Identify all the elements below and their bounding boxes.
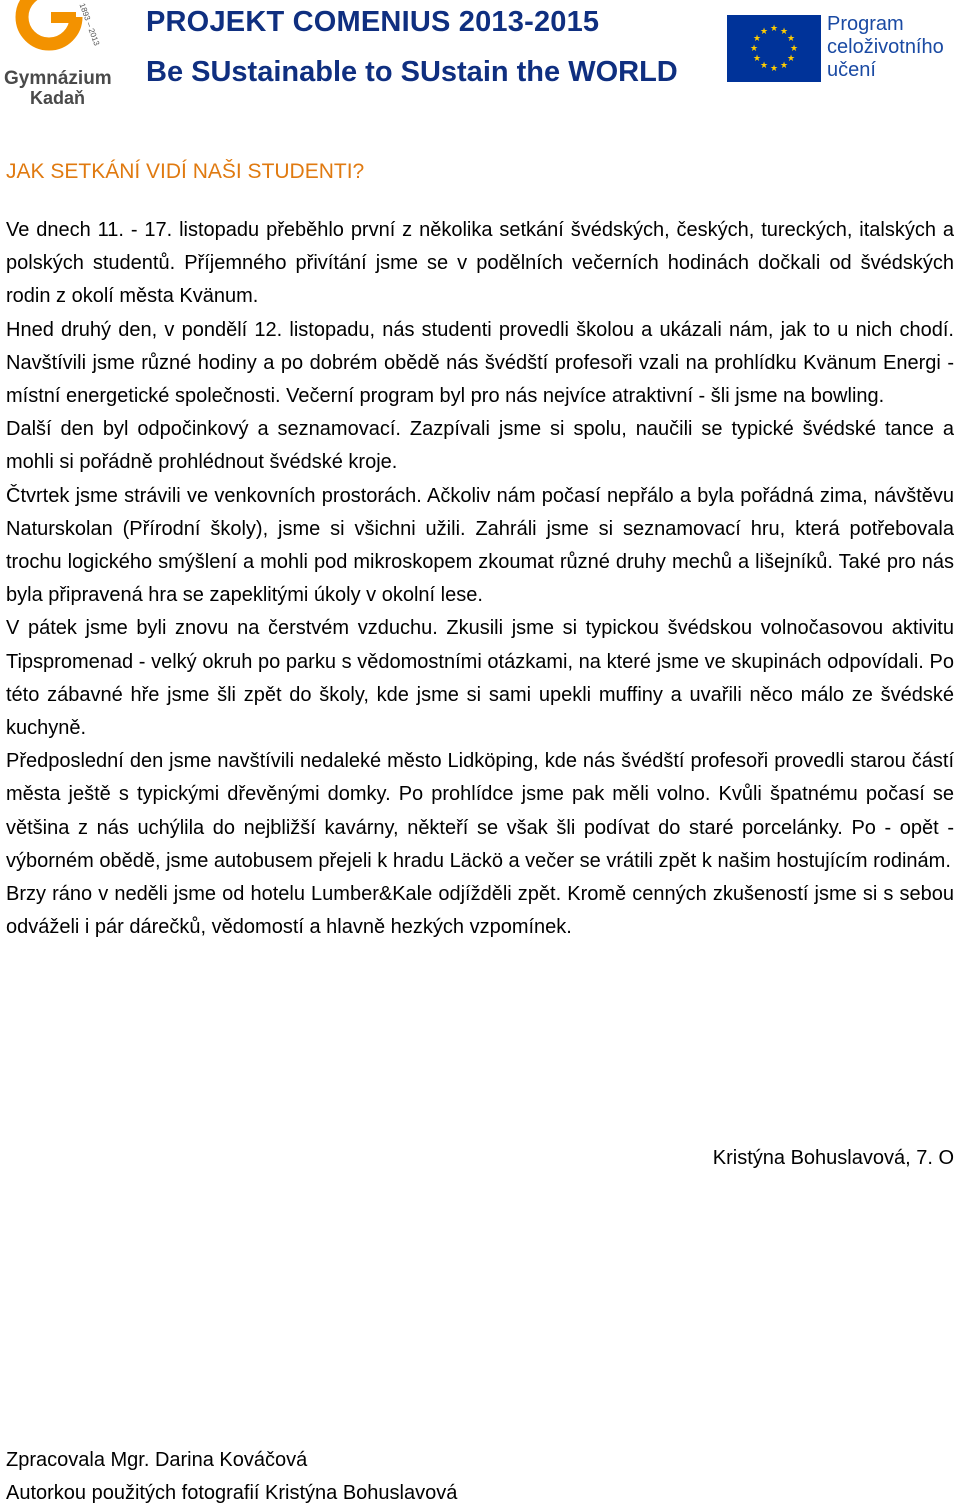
svg-text:★: ★ [752,54,762,64]
article-paragraph: V pátek jsme byli znovu na čerstvém vzduchu. Zkusili jsme si typickou švédskou volnočasovou aktivitu Tipspromenad - velký okruh po parku s vědomostními otázkami, na které jsme ve skupinách odpovídali. Po této zábavné hře jsme šli zpět do školy, kde jsme si sami upekli muffiny a uvařili něco málo ze švédské kuchyně. [6,617,954,740]
lifelong-learning-program-label [827,13,944,82]
svg-text:★: ★ [769,64,779,74]
svg-text:★: ★ [752,34,762,44]
program-line: celoživotního [827,36,944,58]
svg-text:★: ★ [759,27,769,37]
article-headline: JAK SETKÁNÍ VIDÍ NAŠI STUDENTI? [6,160,365,183]
svg-text:★: ★ [759,61,769,71]
article-paragraph: Hned druhý den, v pondělí 12. listopadu, nás studenti provedli školou a ukázali nám, jak to u nich chodí. Navštívili jsme různé hodiny a po dobrém obědě nás švédští profesoři vzali na prohlídku Kvänum Energi - místní energetické společnosti. Večerní program byl pro nás nejvíce atraktivní - šli jsme na bowling. [6,318,954,408]
school-town: Kadaň [30,88,86,108]
svg-text:★: ★ [786,54,796,64]
article-paragraph: Předposlední den jsme navštívili nedaleké město Lidköping, kde nás švédští profesoři provedli starou částí města ještě s typickými dřevěnými domky. Po prohlídce jsme pak měli volno. Kvůli špatnému počasí se většina z nás uchýlila do nejbližší kavárny, někteří se však šli podívat do staré porcelánky. Po - opět - výborném obědě, jsme autobusem přejeli k hradu Läckö a večer se vrátili zpět k našim hostujícím rodinám. [6,750,954,872]
eu-flag-icon [727,15,821,82]
school-years: 1893 – 2013 [77,2,102,47]
article-paragraph: Brzy ráno v neděli jsme od hotelu Lumber&Kale odjížděli zpět. Kromě cenných zkušeností jsme si s sebou odváželi i pár dárečků, vědomostí a hlavně hezkých vzpomínek. [6,883,954,939]
svg-text:★: ★ [789,44,799,54]
page-footer [6,1444,457,1510]
school-name: Gymnázium [4,68,112,89]
program-line: Program [827,13,904,35]
article-paragraph: Čtvrtek jsme strávili ve venkovních prostorách. Ačkoliv nám počasí nepřálo a byla pořádná zima, návštěvu Naturskolan (Přírodní školy), jsme si všichni užili. Zahráli jsme si seznamovací hru, která potřebovala trochu logického smýšlení a mohli pod mikroskopem zkoumat různé druhy mechů a lišejníků. Také pro nás byla připravená hra se zapeklitými úkoly v okolní lese. [6,484,954,607]
svg-text:★: ★ [779,27,789,37]
footer-author-line: Zpracovala Mgr. Darina Kováčová [6,1449,308,1471]
svg-text:★: ★ [749,44,759,54]
svg-text:★: ★ [779,61,789,71]
article-paragraph: Ve dnech 11. - 17. listopadu přeběhlo první z několika setkání švédských, českých, tureckých, italských a polských studentů. Příjemného přivítání jsme se v podělních večerních hodinách dočkali od švédských rodin z okolí města Kvänum. [6,219,954,308]
school-logo-ring-icon [14,0,84,72]
page-header [0,0,960,112]
school-logo [0,0,118,110]
article [6,158,954,944]
program-line: učení [827,59,876,81]
project-subtitle: Be SUstainable to SUstain the WORLD [146,56,678,88]
footer-photo-credit: Autorkou použitých fotografií Kristýna Bohuslavová [6,1482,458,1504]
article-paragraph: Další den byl odpočinkový a seznamovací. Zazpívali jsme si spolu, naučili se typické švédské tance a mohli si pořádně prohlédnout švédské kroje. [6,418,954,474]
project-title: PROJEKT COMENIUS 2013-2015 [146,6,600,38]
article-body [6,214,954,944]
svg-text:★: ★ [769,24,779,34]
svg-text:★: ★ [786,34,796,44]
article-signature: Kristýna Bohuslavová, 7. O [712,1147,954,1169]
